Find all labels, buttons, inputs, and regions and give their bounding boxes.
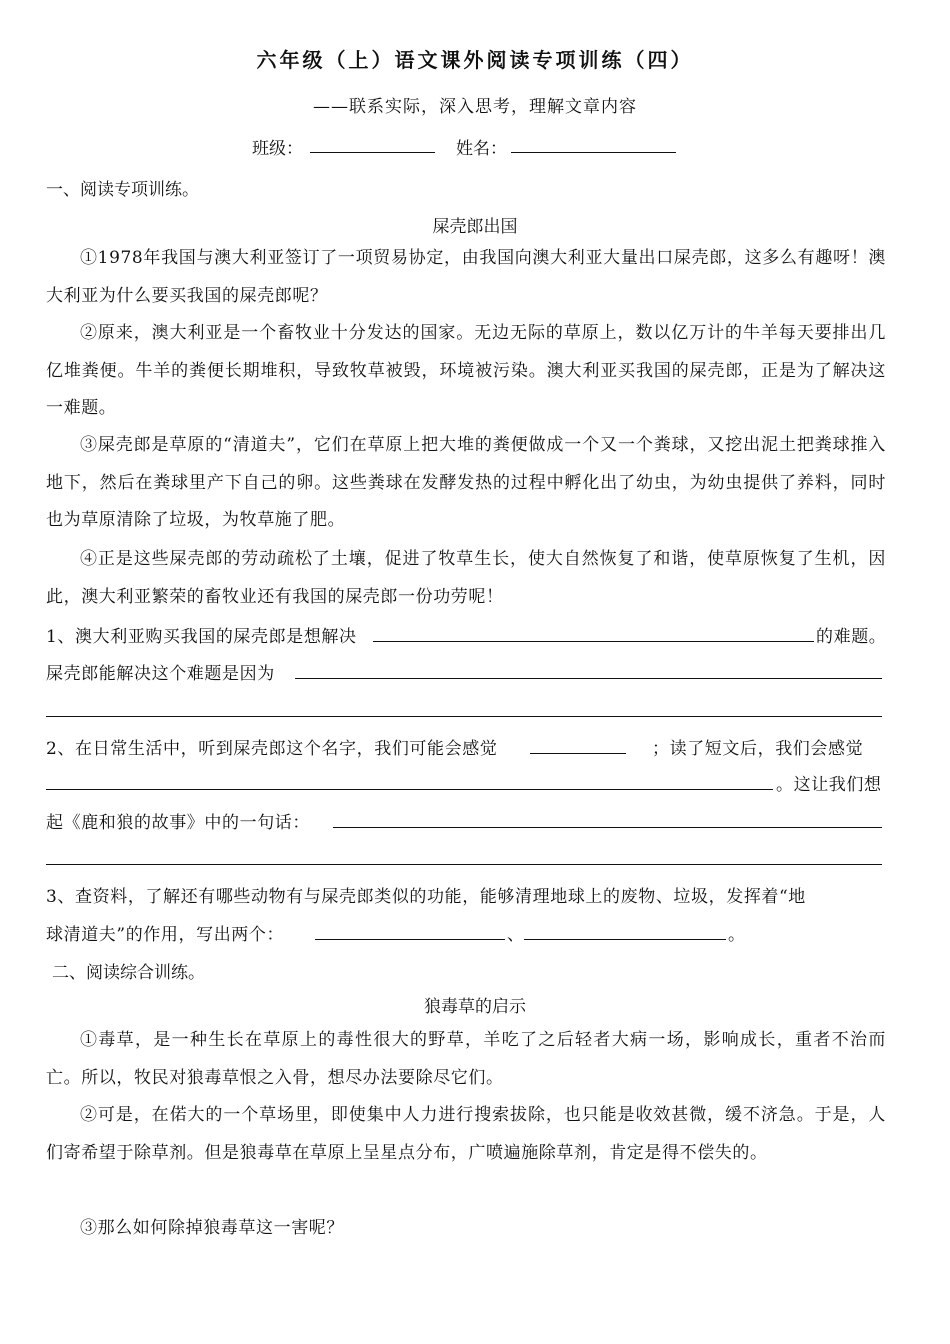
class-label: 班级： [252, 139, 303, 159]
class-field[interactable] [310, 152, 435, 153]
story1-paragraph-3: ③屎壳郎是草原的“清道夫”，它们在草原上把大堆的粪便做成一个又一个粪球，又挖出泥土把粪球推入地下，然后在粪球里产下自己的卵。这些粪球在发酵发热的过程中孵化出了幼虫，为幼虫提供了养料，同时也为草原清除了垃圾，为牧草施了肥。 [46, 435, 886, 531]
q2-answer-line-4[interactable] [46, 864, 882, 865]
story2-title: 狼毒草的启示 [424, 997, 526, 1017]
story2-paragraph-1: ①毒草，是一种生长在草原上的毒性很大的野草，羊吃了之后轻者大病一场，影响成长，重者不治而亡。所以，牧民对狼毒草恨之入骨，想尽办法要除尽它们。 [46, 1030, 886, 1088]
story1-paragraph-1: ①1978年我国与澳大利亚签订了一项贸易协定，由我国向澳大利亚大量出口屎壳郎，这多么有趣呀！澳大利亚为什么要买我国的屎壳郎呢？ [46, 248, 886, 306]
name-field[interactable] [511, 152, 676, 153]
story1-title: 屎壳郎出国 [432, 217, 518, 237]
q3-separator: 、 [507, 925, 525, 945]
q3-answer-blank-1[interactable] [315, 939, 505, 940]
section1-heading: 一、阅读专项训练。 [46, 180, 199, 200]
page-title: 六年级（上）语文课外阅读专项训练（四） [256, 48, 694, 72]
story2-paragraph-2: ②可是，在偌大的一个草场里，即使集中人力进行搜索拔除，也只能是收效甚微，缓不济急。于是，人们寄希望于除草剂。但是狼毒草在草原上呈星点分布，广喷遍施除草剂，肯定是得不偿失的。 [46, 1105, 886, 1163]
page-subtitle: ——联系实际，深入思考，理解文章内容 [313, 97, 637, 117]
story2-paragraph-3: ③那么如何除掉狼毒草这一害呢？ [80, 1218, 344, 1238]
story1-paragraph-4: ④正是这些屎壳郎的劳动疏松了土壤，促进了牧草生长，使大自然恢复了和谐，使草原恢复了生机，因此，澳大利亚繁荣的畜牧业还有我国的屎壳郎一份功劳呢！ [46, 549, 886, 607]
q3-answer-blank-2[interactable] [524, 939, 726, 940]
q2-prompt: 2、在日常生活中，听到屎壳郎这个名字，我们可能会感觉 [46, 739, 498, 759]
story1-paragraph-2: ②原来，澳大利亚是一个畜牧业十分发达的国家。无边无际的草原上，数以亿万计的牛羊每天要排出几亿堆粪便。牛羊的粪便长期堆积，导致牧草被毁，环境被污染。澳大利亚买我国的屎壳郎，正是为了解决这一难题。 [46, 323, 886, 419]
q2-quote-prompt: 起《鹿和狼的故事》中的一句话： [46, 813, 310, 833]
q2-answer-blank-2[interactable] [46, 789, 773, 790]
q2-answer-blank-3[interactable] [333, 827, 882, 828]
q1-answer-blank-2[interactable] [295, 678, 882, 679]
q1-answer-line-3[interactable] [46, 716, 882, 717]
q2-answer-blank-1[interactable] [530, 753, 626, 754]
section2-heading: 二、阅读综合训练。 [52, 963, 205, 983]
q1-reason-prompt: 屎壳郎能解决这个难题是因为 [46, 664, 275, 684]
q2-mid-text: ；读了短文后，我们会感觉 [652, 739, 864, 759]
q3-prompt-cont: 球清道夫”的作用，写出两个： [46, 925, 285, 945]
q3-end: 。 [728, 925, 746, 945]
name-label: 姓名： [456, 139, 507, 159]
q2-continue-text: 。这让我们想 [776, 775, 882, 795]
q1-prompt: 1、澳大利亚购买我国的屎壳郎是想解决 [46, 627, 357, 647]
q3-prompt: 3、查资料，了解还有哪些动物有与屎壳郎类似的功能，能够清理地球上的废物、垃圾，发挥着“地 [46, 887, 806, 907]
q1-suffix: 的难题。 [816, 627, 887, 647]
q1-answer-blank-1[interactable] [373, 641, 814, 642]
